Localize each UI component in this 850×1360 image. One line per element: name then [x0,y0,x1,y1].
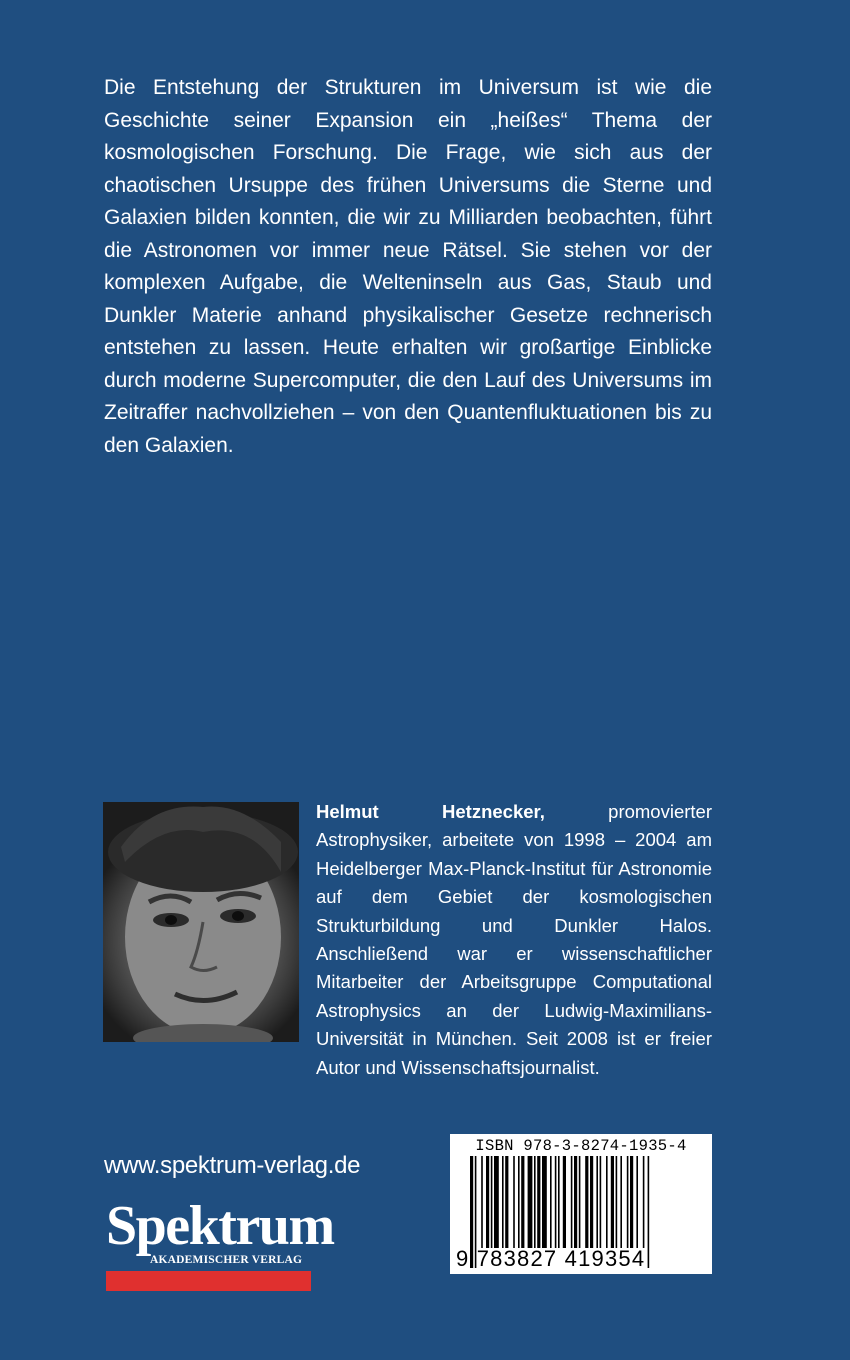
author-bio-text: promovierter Astrophysiker, arbeitete von 1998 – 2004 am Heidelberger Max-Planck-Institut für Astronomie auf dem Gebiet der kosmologischen Strukturbildung und Dunkler Halos. Anschließend war er wissenschaftlicher Mitarbeiter der Arbeitsgruppe Computational Astrophysics an der Ludwig-Maximilians-Universität in München. Seit 2008 ist er freier Autor und Wissenschaftsjournalist. [316,801,712,1078]
blurb-text: Die Entstehung der Strukturen im Universum ist wie die Geschichte seiner Expansion ein „heißes“ Thema der kosmologischen Forschung. Die Frage, wie sich aus der chaotischen Ursuppe des frühen Universums die Sterne und Galaxien bilden konnten, die wir zu Milliarden beobachten, führt die Astronomen vor immer neue Rätsel. Sie stehen vor der komplexen Aufgabe, die Welteninseln aus Gas, Staub und Dunkler Materie anhand physikalischer Gesetze rechnerisch entstehen zu lassen. Heute erhalten wir großartige Einblicke durch moderne Supercomputer, die den Lauf des Universums im Zeitraffer nachvollziehen – von den Quantenfluktuationen bis zu den Galaxien. [104,76,712,457]
publisher-url[interactable]: www.spektrum-verlag.de [104,1152,361,1179]
isbn-barcode [450,1134,712,1274]
barcode-digits: 9 783827 419354 [456,1246,646,1271]
publisher-logo-wordmark: Spektrum [106,1195,334,1257]
author-name: Helmut Hetznecker, [316,801,545,822]
publisher-logo-subtitle: AKADEMISCHER VERLAG [150,1254,303,1266]
author-photo [103,802,299,1042]
publisher-logo-bar [106,1271,311,1291]
author-bio [316,798,712,1082]
publisher-logo [106,1195,334,1292]
cover-blurb [104,72,712,462]
author-bio-paragraph [316,798,712,1082]
isbn-label: ISBN 978-3-8274-1935-4 [475,1137,687,1155]
